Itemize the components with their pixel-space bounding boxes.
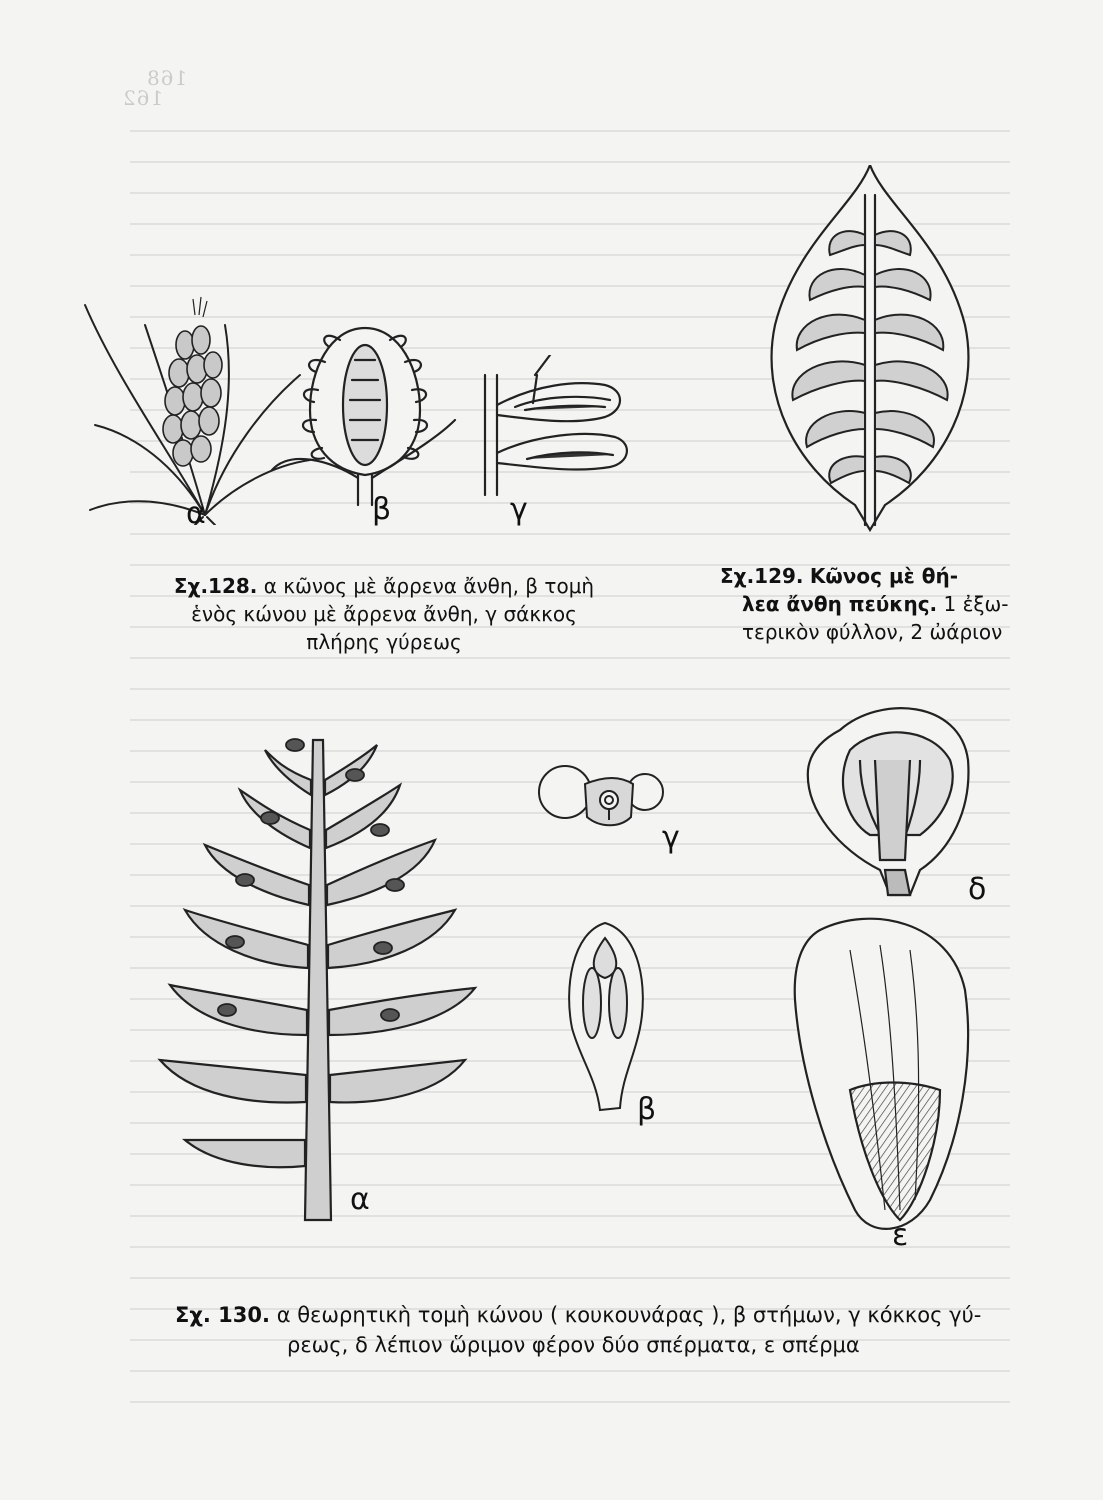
figure-128-label-alpha: α [186,496,206,531]
figure-130-label-epsilon: ε [892,1218,909,1253]
figure-128-number: Σχ.128. [173,574,258,598]
figure-128-label-gamma: γ [510,492,528,527]
figure-129-caption [720,562,1050,646]
figure-130-epsilon-seed [790,910,975,1240]
figure-130-caption-line2: ρεως, δ λέπιον ὥριμον φέρον δύο σπέρματα, ε σπέρμα [287,1333,860,1357]
figure-129-caption-line2: 1 ἐξω- [943,592,1009,616]
bleed-page-number-mirror: 168 [146,66,188,90]
figure-128-caption-line3: πλήρης γύρεως [306,630,462,654]
figure-128-beta-section [270,300,470,510]
figure-130-label-delta: δ [968,872,987,907]
figure-130-gamma-pollen-grain [535,762,665,852]
figure-128-label-beta: β [372,492,392,527]
figure-130-label-gamma: γ [662,820,680,855]
figure-128-gamma-pollen-sac [475,355,645,505]
figure-130-caption [175,1300,1035,1360]
bleed-page-number: 162 [122,86,164,110]
figure-130-beta-stamen [560,918,650,1113]
figure-130-caption-line1: α θεωρητικὴ τομὴ κώνου ( κουκουνάρας ), β στήμων, γ κόκκος γύ- [276,1303,982,1327]
figure-130-delta-seed-scale [800,700,975,905]
figure-128-caption-line2: ἑνὸς κώνου μὲ ἄρρενα ἄνθη, γ σάκκος [191,602,577,626]
figure-130-alpha-cone-section [145,720,485,1240]
figure-128-caption-line1: α κῶνος μὲ ἄρρενα ἄνθη, β τομὴ [263,574,595,598]
figure-129-number: Σχ.129. [720,564,804,588]
figure-130-label-alpha: α [350,1182,370,1217]
figure-130-number: Σχ. 130. [175,1303,270,1327]
figure-130-label-beta: β [637,1092,657,1127]
figure-129-female-cone [755,165,985,535]
figure-129-caption-line1: Κῶνος μὲ θή- [809,564,959,588]
figure-129-caption-line3: τερικὸν φύλλον, 2 ὠάριον [742,620,1003,644]
figure-129-caption-line2-bold: λεα ἄνθη πεύκης. [742,592,938,616]
figure-128-caption [164,572,604,656]
